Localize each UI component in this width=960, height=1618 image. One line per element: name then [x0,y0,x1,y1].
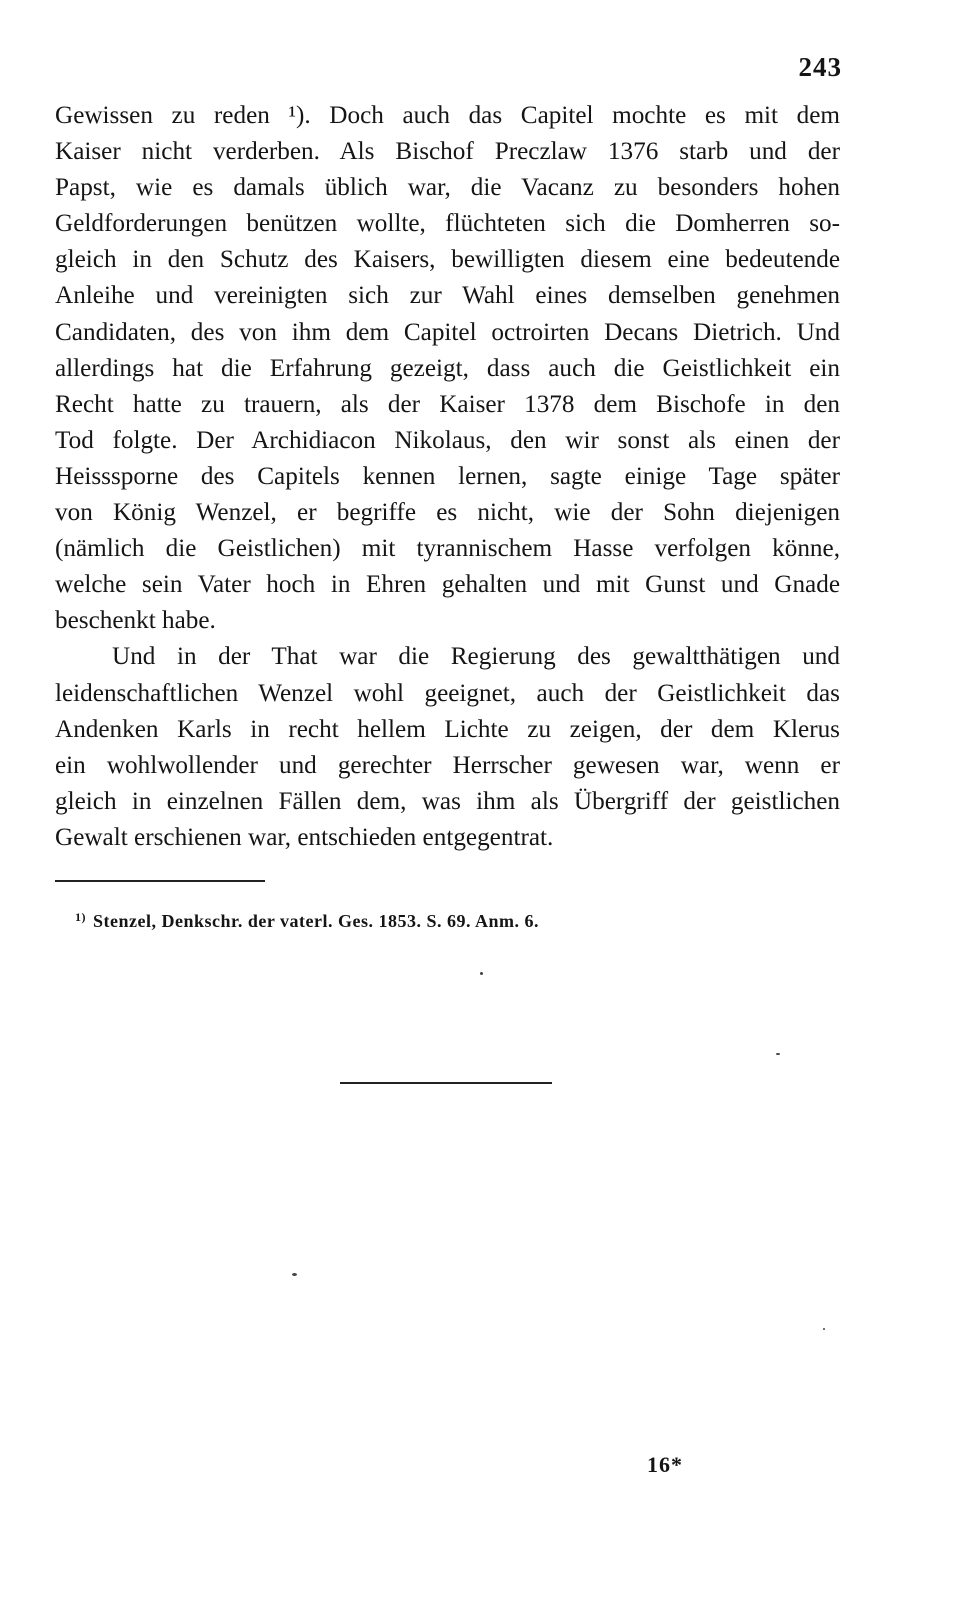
text-line: Und in der That war die Regierung des gewaltthätigen und [112,643,840,671]
text-line: Heisssporne des Capitels kennen lernen, sagte einige Tage später [55,462,840,490]
text-line: welche sein Vater hoch in Ehren gehalten und mit Gunst und Gnade [55,571,840,599]
end-rule [340,1082,552,1084]
text-line: Recht hatte zu trauern, als der Kaiser 1378 dem Bischofe in den [55,390,840,418]
text-line: Kaiser nicht verderben. Als Bischof Preczlaw 1376 starb und der [55,138,840,166]
footnote-marker: 1) [75,910,86,924]
text-line: Anleihe und vereinigten sich zur Wahl eines demselben genehmen [55,282,840,310]
footnote-separator [55,880,265,882]
page-number: 243 [798,52,842,82]
text-line: Gewalt erschienen war, entschieden entgegentrat. [55,823,554,851]
text-line: beschenkt habe. [55,607,216,635]
text-line: Geldforderungen benützen wollte, flüchteten sich die Domherren so- [55,210,840,238]
print-speck [292,1273,297,1276]
text-line: Candidaten, des von ihm dem Capitel octroirten Decans Dietrich. Und [55,318,840,346]
text-line: gleich in den Schutz des Kaisers, bewilligten diesem eine bedeutende [55,246,840,274]
footnote [75,910,539,932]
text-line: leidenschaftlichen Wenzel wohl geeignet, auch der Geistlichkeit das [55,679,840,707]
text-line: Tod folgte. Der Archidiacon Nikolaus, den wir sonst als einen der [55,426,840,454]
print-speck [776,1053,780,1055]
text-line: Gewissen zu reden ¹). Doch auch das Capitel mochte es mit dem [55,102,840,129]
text-line: Andenken Karls in recht hellem Lichte zu zeigen, der dem Klerus [55,715,840,743]
print-speck [480,972,483,975]
signature-mark: 16* [647,1452,683,1477]
text-line: von König Wenzel, er begriffe es nicht, wie der Sohn diejenigen [55,499,840,527]
print-speck [823,1328,825,1330]
footnote-text: Stenzel, Denkschr. der vaterl. Ges. 1853. S. 69. Anm. 6. [93,911,539,931]
text-line: Papst, wie es damals üblich war, die Vacanz zu besonders hohen [55,174,840,202]
text-line: (nämlich die Geistlichen) mit tyrannischem Hasse verfolgen könne, [55,535,840,563]
body-text [55,98,840,856]
text-line: allerdings hat die Erfahrung gezeigt, dass auch die Geistlichkeit ein [55,354,840,382]
text-line: gleich in einzelnen Fällen dem, was ihm als Übergriff der geistlichen [55,787,840,815]
text-line: ein wohlwollender und gerechter Herrscher gewesen war, wenn er [55,751,840,779]
